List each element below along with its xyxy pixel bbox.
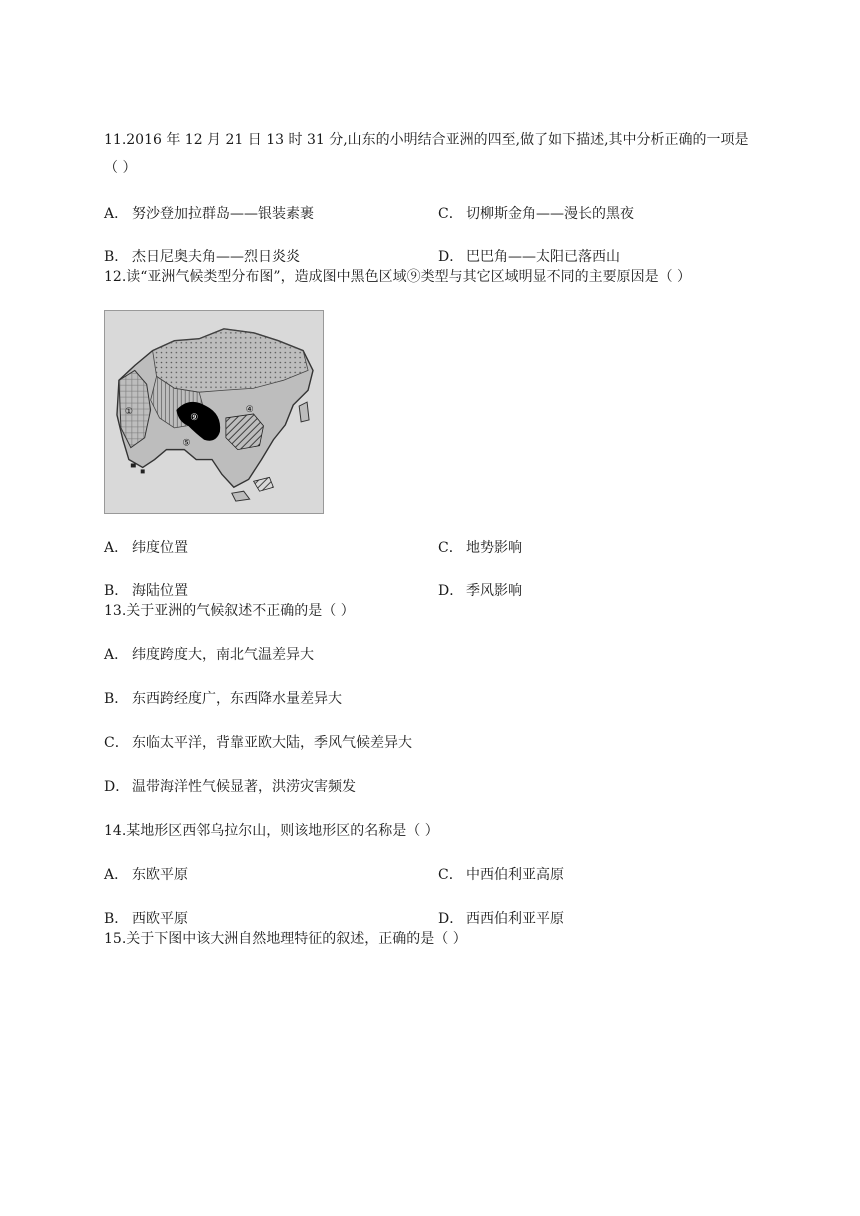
option-key: B． [104, 249, 129, 265]
option-key: D． [438, 911, 464, 927]
option-key: A． [104, 206, 129, 222]
option-key: D． [438, 249, 464, 265]
island [131, 463, 136, 467]
option-text: 巴巴角——太阳已落西山 [466, 249, 620, 265]
option-key: C． [438, 206, 463, 222]
q11-stem-bracket: （ ） [104, 160, 137, 176]
asia-climate-map [104, 310, 324, 514]
option-text: 季风影响 [466, 583, 522, 599]
option-key: D． [104, 779, 130, 795]
q11-option-c [438, 204, 634, 224]
q13-option-d [104, 777, 356, 797]
map-mark-4: ④ [245, 405, 254, 415]
option-key: A． [104, 867, 129, 883]
option-text: 纬度跨度大，南北气温差异大 [132, 647, 314, 663]
q11-option-b [104, 247, 300, 267]
q12-option-c [438, 538, 522, 558]
option-key: C． [438, 867, 463, 883]
option-text: 东欧平原 [132, 867, 188, 883]
q11-option-a [104, 204, 314, 224]
option-text: 东西跨经度广，东西降水量差异大 [132, 691, 342, 707]
q12-option-a [104, 538, 188, 558]
q13-option-a [104, 645, 314, 665]
option-text: 努沙登加拉群岛——银装素裹 [132, 206, 314, 222]
option-text: 海陆位置 [132, 583, 188, 599]
asia-climate-map-figure [105, 311, 323, 513]
q13-option-b [104, 689, 342, 709]
option-key: B． [104, 583, 129, 599]
option-text: 杰日尼奥夫角——烈日炎炎 [132, 249, 300, 265]
option-text: 西西伯利亚平原 [466, 911, 564, 927]
option-text: 切柳斯金角——漫长的黑夜 [466, 206, 634, 222]
q11-stem: 11.2016 年 12 月 21 日 13 时 31 分,山东的小明结合亚洲的四至,做了如下描述,其中分析正确的一项是 [104, 132, 749, 148]
map-mark-9: ⑨ [190, 412, 199, 423]
q13-stem: 13.关于亚洲的气候叙述不正确的是（ ） [104, 603, 355, 619]
q11-option-d [438, 247, 620, 267]
q14-option-d [438, 909, 564, 929]
option-key: C． [104, 735, 129, 751]
option-text: 地势影响 [466, 540, 522, 556]
island [141, 469, 145, 473]
option-key: B． [104, 911, 129, 927]
option-text: 东临太平洋，背靠亚欧大陆，季风气候差异大 [132, 735, 412, 751]
q12-option-d [438, 581, 522, 601]
q14-option-a [104, 865, 188, 885]
q12-stem: 12.读“亚洲气候类型分布图”，造成图中黑色区域⑨类型与其它区域明显不同的主要原因是（ ） [104, 269, 692, 285]
option-key: D． [438, 583, 464, 599]
option-text: 西欧平原 [132, 911, 188, 927]
option-text: 中西伯利亚高原 [466, 867, 564, 883]
q14-option-c [438, 865, 564, 885]
q12-option-b [104, 581, 188, 601]
option-key: A． [104, 647, 129, 663]
option-key: B． [104, 691, 129, 707]
q13-option-c [104, 733, 412, 753]
map-mark-1: ① [124, 406, 133, 417]
q14-stem: 14.某地形区西邻乌拉尔山，则该地形区的名称是（ ） [104, 823, 439, 839]
option-key: A． [104, 540, 129, 556]
q15-stem: 15.关于下图中该大洲自然地理特征的叙述，正确的是（ ） [104, 931, 467, 947]
island [232, 491, 250, 501]
q14-option-b [104, 909, 188, 929]
island [299, 402, 309, 422]
option-text: 温带海洋性气候显著，洪涝灾害频发 [132, 779, 356, 795]
option-key: C． [438, 540, 463, 556]
option-text: 纬度位置 [132, 540, 188, 556]
island [254, 477, 274, 491]
map-mark-5: ⑤ [182, 438, 191, 449]
